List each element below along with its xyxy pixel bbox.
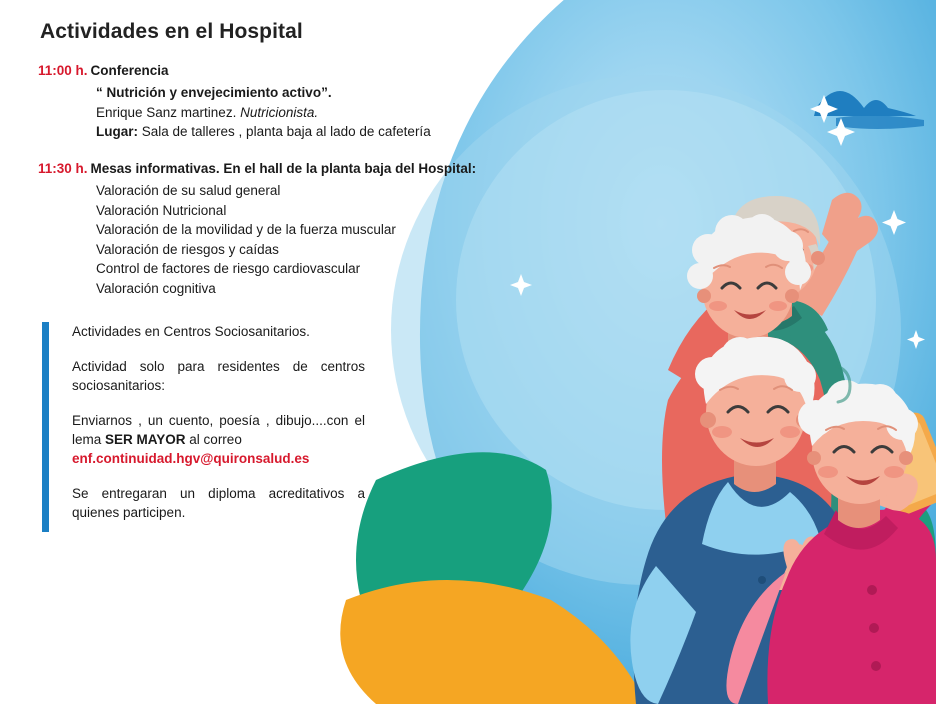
callout-accent-bar [42, 322, 49, 532]
list-item [96, 122, 431, 142]
session-lines [96, 181, 476, 298]
callout-paragraph-4: Se entregaran un diploma acreditativos a quienes participen. [72, 486, 365, 520]
session-heading [38, 62, 431, 80]
list-item: Valoración de la movilidad y de la fuerza muscular [96, 222, 396, 237]
speaker-name: Enrique Sanz martinez. [96, 104, 241, 120]
venue-label: Lugar: [96, 124, 138, 139]
list-item: “ Nutrición y envejecimiento activo”. [96, 85, 332, 100]
session-time: 11:30 h. [38, 161, 88, 176]
session-block-conferencia [38, 62, 431, 142]
list-item: Valoración de su salud general [96, 183, 281, 198]
session-heading [38, 160, 476, 178]
session-label: Conferencia [90, 63, 169, 78]
callout-p3-pre: Enviarnos , un cuento, poesía , dibujo....con el lema [72, 413, 365, 447]
list-item: Valoración cognitiva [96, 280, 216, 296]
list-item: Valoración Nutricional [96, 202, 227, 218]
session-lines [96, 83, 431, 142]
callout-p3-post: al correo [185, 432, 242, 447]
venue-value: Sala de talleres , planta baja al lado de cafetería [138, 124, 431, 139]
speaker-role: Nutricionista. [240, 104, 319, 120]
list-item: Valoración de riesgos y caídas [96, 241, 279, 257]
callout-paragraph-1: Actividades en Centros Sociosanitarios. [72, 324, 310, 339]
list-item [96, 103, 431, 123]
callout-paragraph-3 [72, 411, 365, 468]
session-label: Mesas informativas. En el hall de la planta baja del Hospital: [90, 161, 477, 176]
callout-p3-emphasis: SER MAYOR [105, 432, 186, 447]
session-time: 11:00 h. [38, 63, 88, 78]
session-block-mesas-informativas [38, 160, 476, 298]
list-item: Control de factores de riesgo cardiovascular [96, 261, 361, 276]
contact-email[interactable]: enf.continuidad.hgv@quironsalud.es [72, 451, 310, 466]
page-title: Actividades en el Hospital [40, 20, 303, 43]
callout-paragraph-2: Actividad solo para residentes de centros sociosanitarios: [72, 359, 365, 393]
callout-body [72, 322, 365, 522]
callout-block [42, 322, 372, 522]
